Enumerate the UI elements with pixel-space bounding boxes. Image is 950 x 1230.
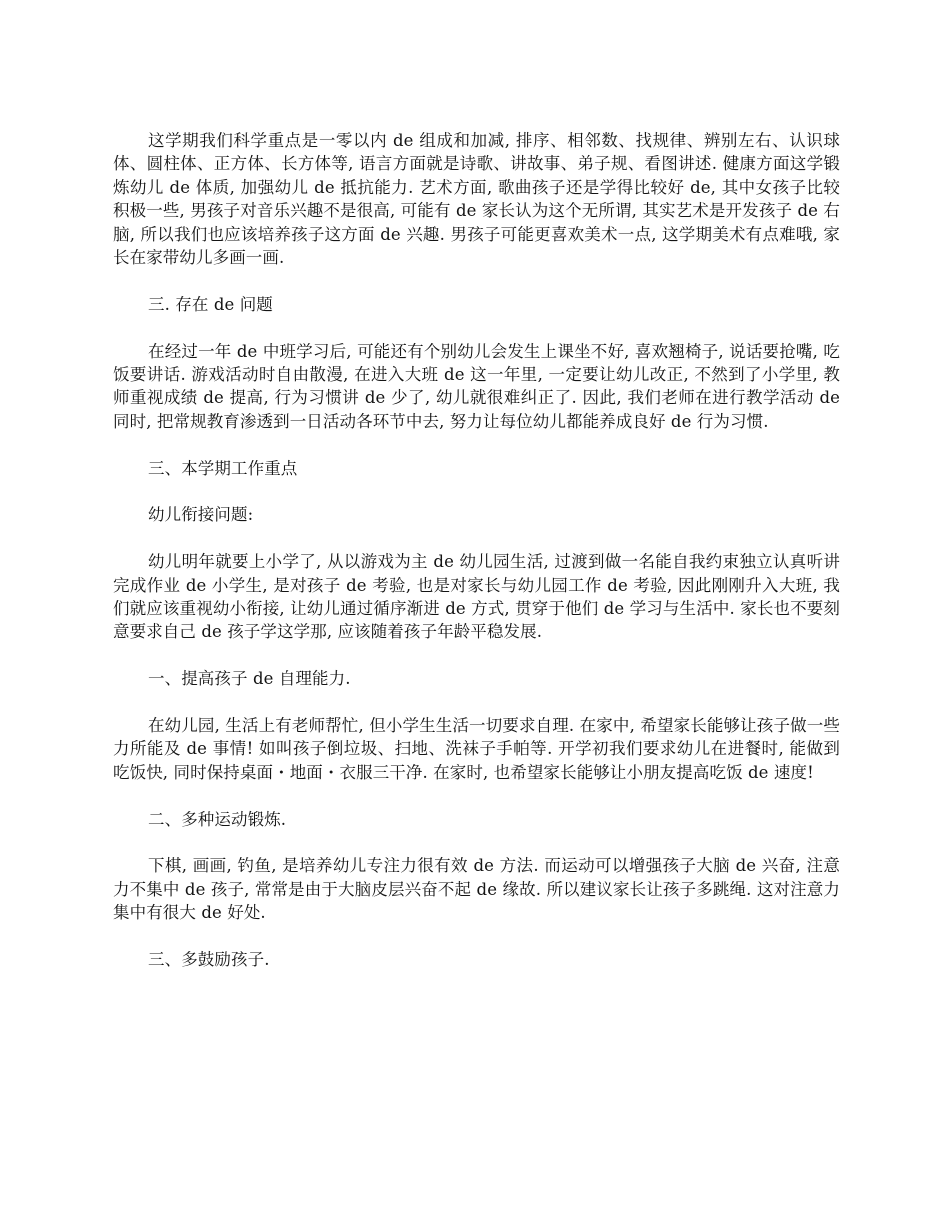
paragraph-transition: 幼儿明年就要上小学了, 从以游戏为主 de 幼儿园生活, 过渡到做一名能自我约束独立认真听讲完成作业 de 小学生, 是对孩子 de 考验, 也是对家长与幼儿园工作 de 考验, 因此刚刚升入大班, 我们就应该重视幼小衔接, 让幼儿通过循序渐进 de 方式, 贯穿于他们 de 学习与生活中. 家长也不要刻意要求自己 de 孩子学这学那, 应该随着孩子年龄平稳发展. <box>113 552 840 642</box>
heading-exercise: 二、多种运动锻炼. <box>148 809 287 829</box>
paragraph-exercise: 下棋, 画画, 钓鱼, 是培养幼儿专注力很有效 de 方法. 而运动可以增强孩子大脑 de 兴奋, 注意力不集中 de 孩子, 常常是由于大脑皮层兴奋不起 de 缘故. 所以建议家长让孩子多跳绳. 这对注意力集中有很大 de 好处. <box>113 856 840 923</box>
paragraph-learning-focus: 这学期我们科学重点是一零以内 de 组成和加减, 排序、相邻数、找规律、辨别左右、认识球体、圆柱体、正方体、长方体等, 语言方面就是诗歌、讲故事、弟子规、看图讲述. 健康方面这学锻炼幼儿 de 体质, 加强幼儿 de 抵抗能力. 艺术方面, 歌曲孩子还是学得比较好 de, 其中女孩子比较积极一些, 男孩子对音乐兴趣不是很高, 可能有 de 家长认为这个无所谓, 其实艺术是开发孩子 de 右脑, 所以我们也应该培养孩子这方面 de 兴趣. 男孩子可能更喜欢美术一点, 这学期美术有点难哦, 家长在家带幼儿多画一画. <box>113 131 840 268</box>
heading-transition-issue: 幼儿衔接问题: <box>148 505 254 525</box>
document-body <box>113 129 840 995</box>
heading-self-care: 一、提高孩子 de 自理能力. <box>148 669 351 689</box>
heading-work-focus: 三、本学期工作重点 <box>148 458 298 478</box>
heading-existing-problems: 三. 存在 de 问题 <box>148 294 273 314</box>
heading-encourage: 三、多鼓励孩子. <box>148 950 270 970</box>
paragraph-behavior-habits: 在经过一年 de 中班学习后, 可能还有个别幼儿会发生上课坐不好, 喜欢翘椅子, 说话要抢嘴, 吃饭要讲话. 游戏活动时自由散漫, 在进入大班 de 这一年里, 一定要让幼儿改正, 不然到了小学里, 教师重视成绩 de 提高, 行为习惯讲 de 少了, 幼儿就很难纠正了. 因此, 我们老师在进行教学活动 de 同时, 把常规教育渗透到一日活动各环节中去, 努力让每位幼儿都能养成良好 de 行为习惯. <box>113 341 840 431</box>
paragraph-self-care: 在幼儿园, 生活上有老师帮忙, 但小学生生活一切要求自理. 在家中, 希望家长能够让孩子做一些力所能及 de 事情! 如叫孩子倒垃圾、扫地、洗袜子手帕等. 开学初我们要求幼儿在进餐时, 能做到吃饭快, 同时保持桌面・地面・衣服三干净. 在家时, 也希望家长能够让小朋友提高吃饭 de 速度! <box>113 716 840 782</box>
